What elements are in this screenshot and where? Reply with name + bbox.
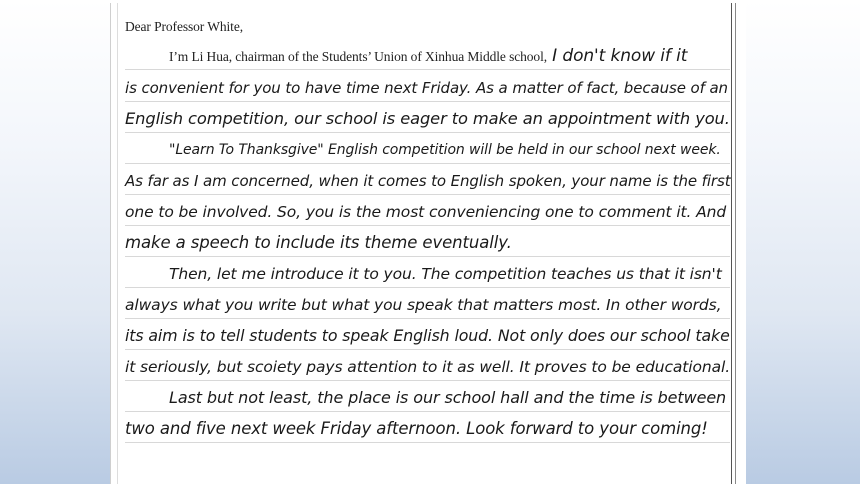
letter-line-3: "Learn To Thanksgive" English competition will be held in our school next week. [125, 137, 730, 164]
letter-line-11: Last but not least, the place is our school hall and the time is between [125, 385, 730, 412]
salutation: Dear Professor White, [125, 19, 243, 34]
letter-line-1: is convenient for you to have time next Friday. As a matter of fact, because of an [125, 75, 730, 102]
intro-typed-text: I’m Li Hua, chairman of the Students’ Union of Xinhua Middle school, [169, 49, 547, 64]
letter-sheet [110, 3, 746, 484]
letter-line-4: As far as I am concerned, when it comes to English spoken, your name is the first [125, 168, 730, 195]
letter-line-9: its aim is to tell students to speak English loud. Not only does our school take [125, 323, 730, 350]
letter-line-10: it seriously, but scoiety pays attention to it as well. It proves to be educational. [125, 354, 730, 381]
intro-line [125, 43, 730, 70]
right-border-line [731, 3, 732, 484]
letter-line-2: English competition, our school is eager to make an appointment with you. [125, 106, 730, 133]
margin-line [117, 3, 118, 484]
intro-handwritten-text: I don't know if it [552, 46, 688, 66]
letter-line-12: two and five next week Friday afternoon. Look forward to your coming! [125, 416, 730, 443]
right-border-line-inner [735, 3, 736, 484]
letter-line-5: one to be involved. So, you is the most conveniencing one to comment it. And [125, 199, 730, 226]
letter-line-7: Then, let me introduce it to you. The competition teaches us that it isn't [125, 261, 730, 288]
letter-line-8: always what you write but what you speak that matters most. In other words, [125, 292, 730, 319]
letter-line-6: make a speech to include its theme eventually. [125, 230, 730, 257]
